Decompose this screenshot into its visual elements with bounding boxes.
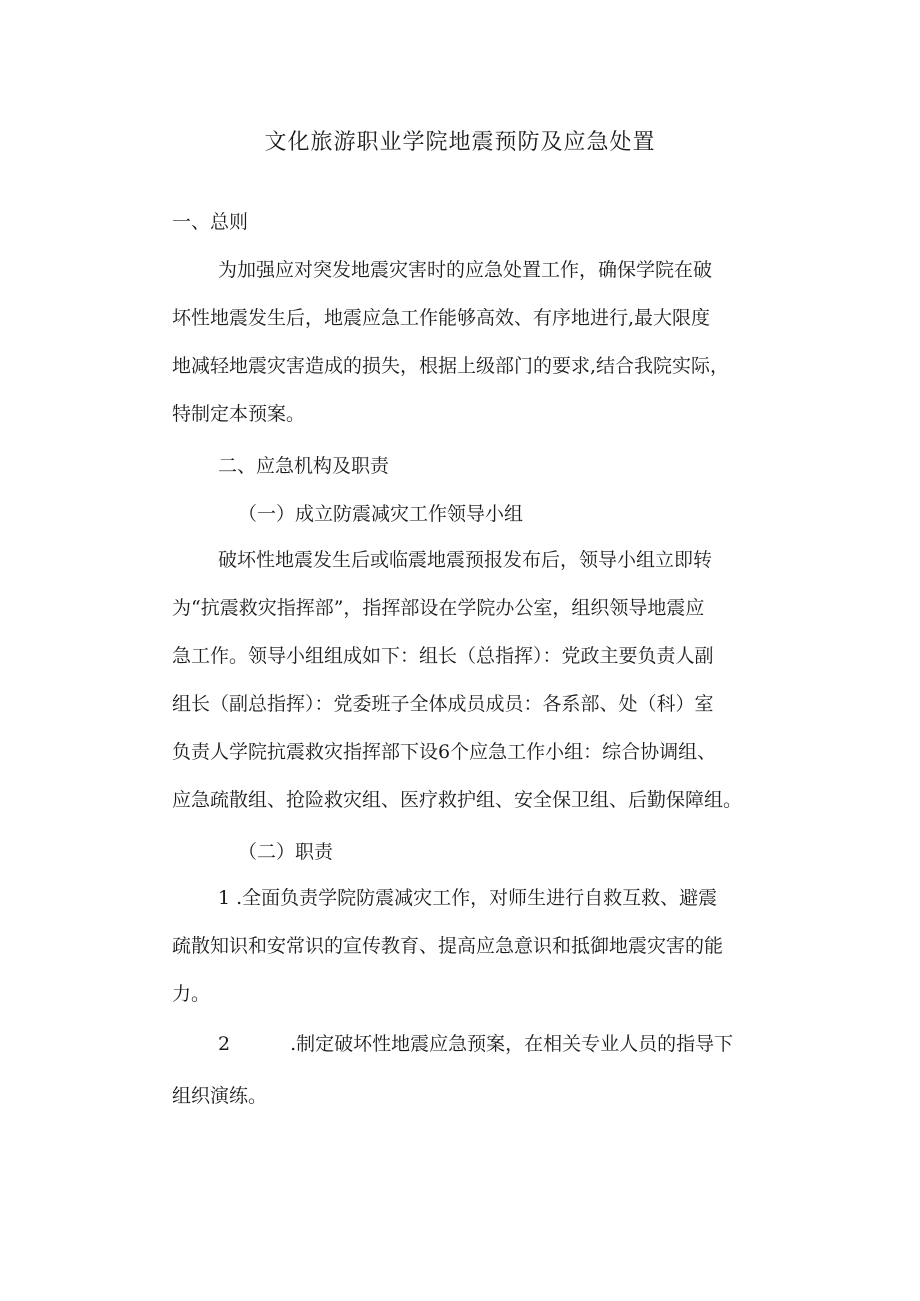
paragraph-line: 急工作。领导小组组成如下：组长（总指挥）：党政主要负责人副 [172, 645, 714, 667]
paragraph-line: 疏散知识和安常识的宣传教育、提高应急意识和抵御地震灾害的能 [172, 935, 724, 957]
subsection-heading-duties: （二）职责 [238, 841, 334, 863]
paragraph-line [172, 1030, 772, 1082]
section-heading-organization: 二、应急机构及职责 [218, 455, 390, 477]
paragraph-general [172, 256, 772, 448]
paragraph-line: 特制定本预案。 [172, 403, 306, 425]
section-heading-general: 一、总则 [172, 211, 249, 233]
paragraph-line: 组织演练。 [172, 1085, 268, 1107]
paragraph-line: 为加强应对突发地震灾害时的应急处置工作，确保学院在破 [218, 259, 713, 281]
paragraph-duty-1 [172, 884, 772, 1028]
paragraph-line: 力。 [172, 983, 211, 1005]
paragraph-line: 地减轻地震灾害造成的损失，根据上级部门的要求,结合我院实际， [172, 355, 730, 377]
paragraph-line: 应急疏散组、抢险救灾组、医疗救护组、安全保卫组、后勤保障组。 [172, 789, 743, 811]
paragraph-line: 组长（副总指挥）：党委班子全体成员成员：各系部、处（科）室 [172, 693, 714, 715]
paragraph-line: 为“抗震救灾指挥部”，指挥部设在学院办公室，组织领导地震应 [172, 597, 705, 619]
paragraph-line: 1 .全面负责学院防震减灾工作，对师生进行自救互救、避震 [218, 887, 718, 909]
paragraph-leadership [172, 546, 772, 834]
subsection-heading-leadership: （一）成立防震减灾工作领导小组 [238, 503, 524, 525]
paragraph-line: 负责人学院抗震救灾指挥部下设6个应急工作小组：综合协调组、 [172, 741, 717, 763]
paragraph-duty-2 [172, 1030, 772, 1134]
item-number: 2 [218, 1033, 231, 1055]
paragraph-line: 坏性地震发生后，地震应急工作能够高效、有序地进行,最大限度 [172, 307, 711, 329]
item-text: .制定破坏性地震应急预案，在相关专业人员的指导下 [290, 1033, 734, 1055]
paragraph-line: 破坏性地震发生后或临震地震预报发布后，领导小组立即转 [218, 549, 713, 571]
document-title: 文化旅游职业学院地震预防及应急处置 [264, 130, 656, 155]
